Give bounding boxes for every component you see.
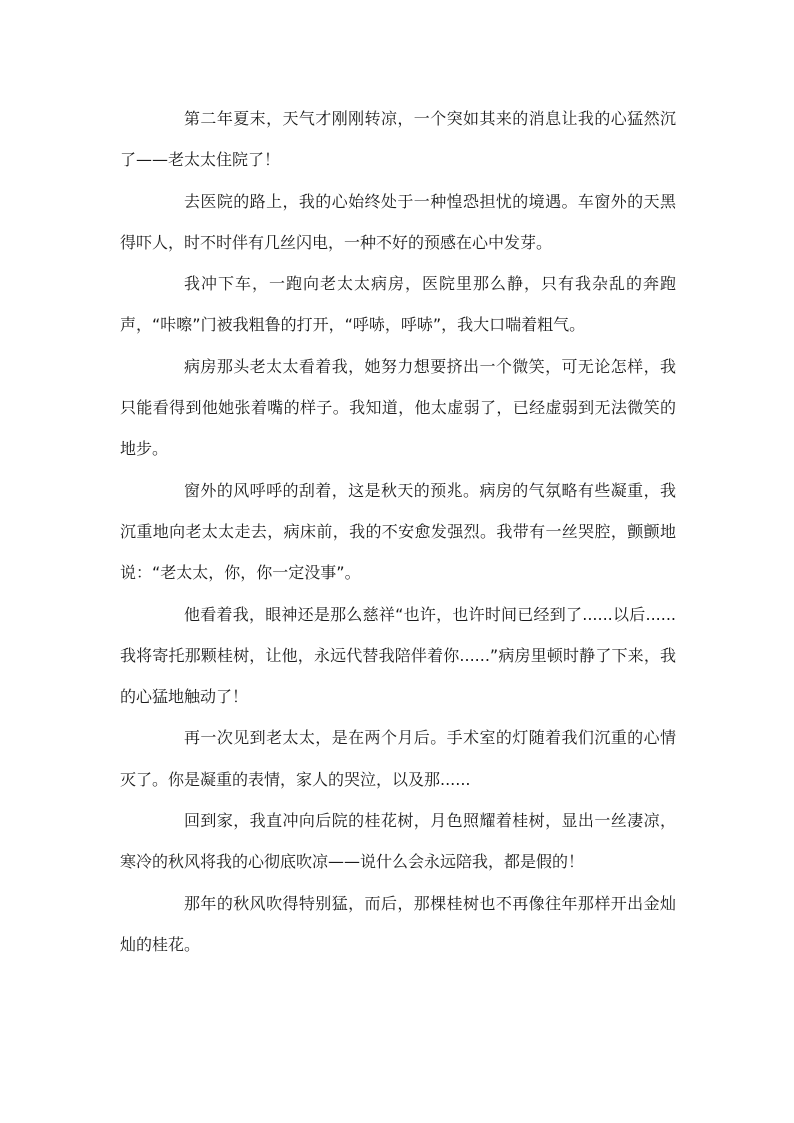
paragraph-7: 再一次见到老太太，是在两个月后。手术室的灯随着我们沉重的心情灭了。你是凝重的表情，家人的哭泣，以及那...... [120, 728, 676, 789]
paragraph-1: 第二年夏末，天气才刚刚转凉，一个突如其来的消息让我的心猛然沉了——老太太住院了！ [120, 109, 676, 170]
paragraph-8: 回到家，我直冲向后院的桂花树，月色照耀着桂树，显出一丝凄凉，寒冷的秋风将我的心彻底吹凉——说什么会永远陪我，都是假的！ [120, 811, 676, 872]
paragraph-5: 窗外的风呼呼的刮着，这是秋天的预兆。病房的气氛略有些凝重，我沉重地向老太太走去，病床前，我的不安愈发强烈。我带有一丝哭腔，颤颤地说：“老太太，你，你一定没事”。 [120, 480, 676, 583]
paragraph-4: 病房那头老太太看着我，她努力想要挤出一个微笑，可无论怎样，我只能看得到他她张着嘴的样子。我知道，他太虚弱了，已经虚弱到无法微笑的地步。 [120, 356, 676, 459]
paragraph-2: 去医院的路上，我的心始终处于一种惶恐担忧的境遇。车窗外的天黑得吓人，时不时伴有几丝闪电，一种不好的预感在心中发芽。 [120, 191, 676, 252]
paragraph-6: 他看着我，眼神还是那么慈祥“也许，也许时间已经到了......以后......我将寄托那颗桂树，让他，永远代替我陪伴着你......”病房里顿时静了下来，我的心猛地触动了！ [120, 604, 676, 707]
paragraph-9: 那年的秋风吹得特别猛，而后，那棵桂树也不再像往年那样开出金灿灿的桂花。 [120, 893, 676, 954]
document-body [120, 98, 676, 965]
paragraph-3: 我冲下车，一跑向老太太病房，医院里那么静，只有我杂乱的奔跑声，“咔嚓”门被我粗鲁的打开，“呼哧，呼哧”，我大口喘着粗气。 [120, 274, 676, 335]
